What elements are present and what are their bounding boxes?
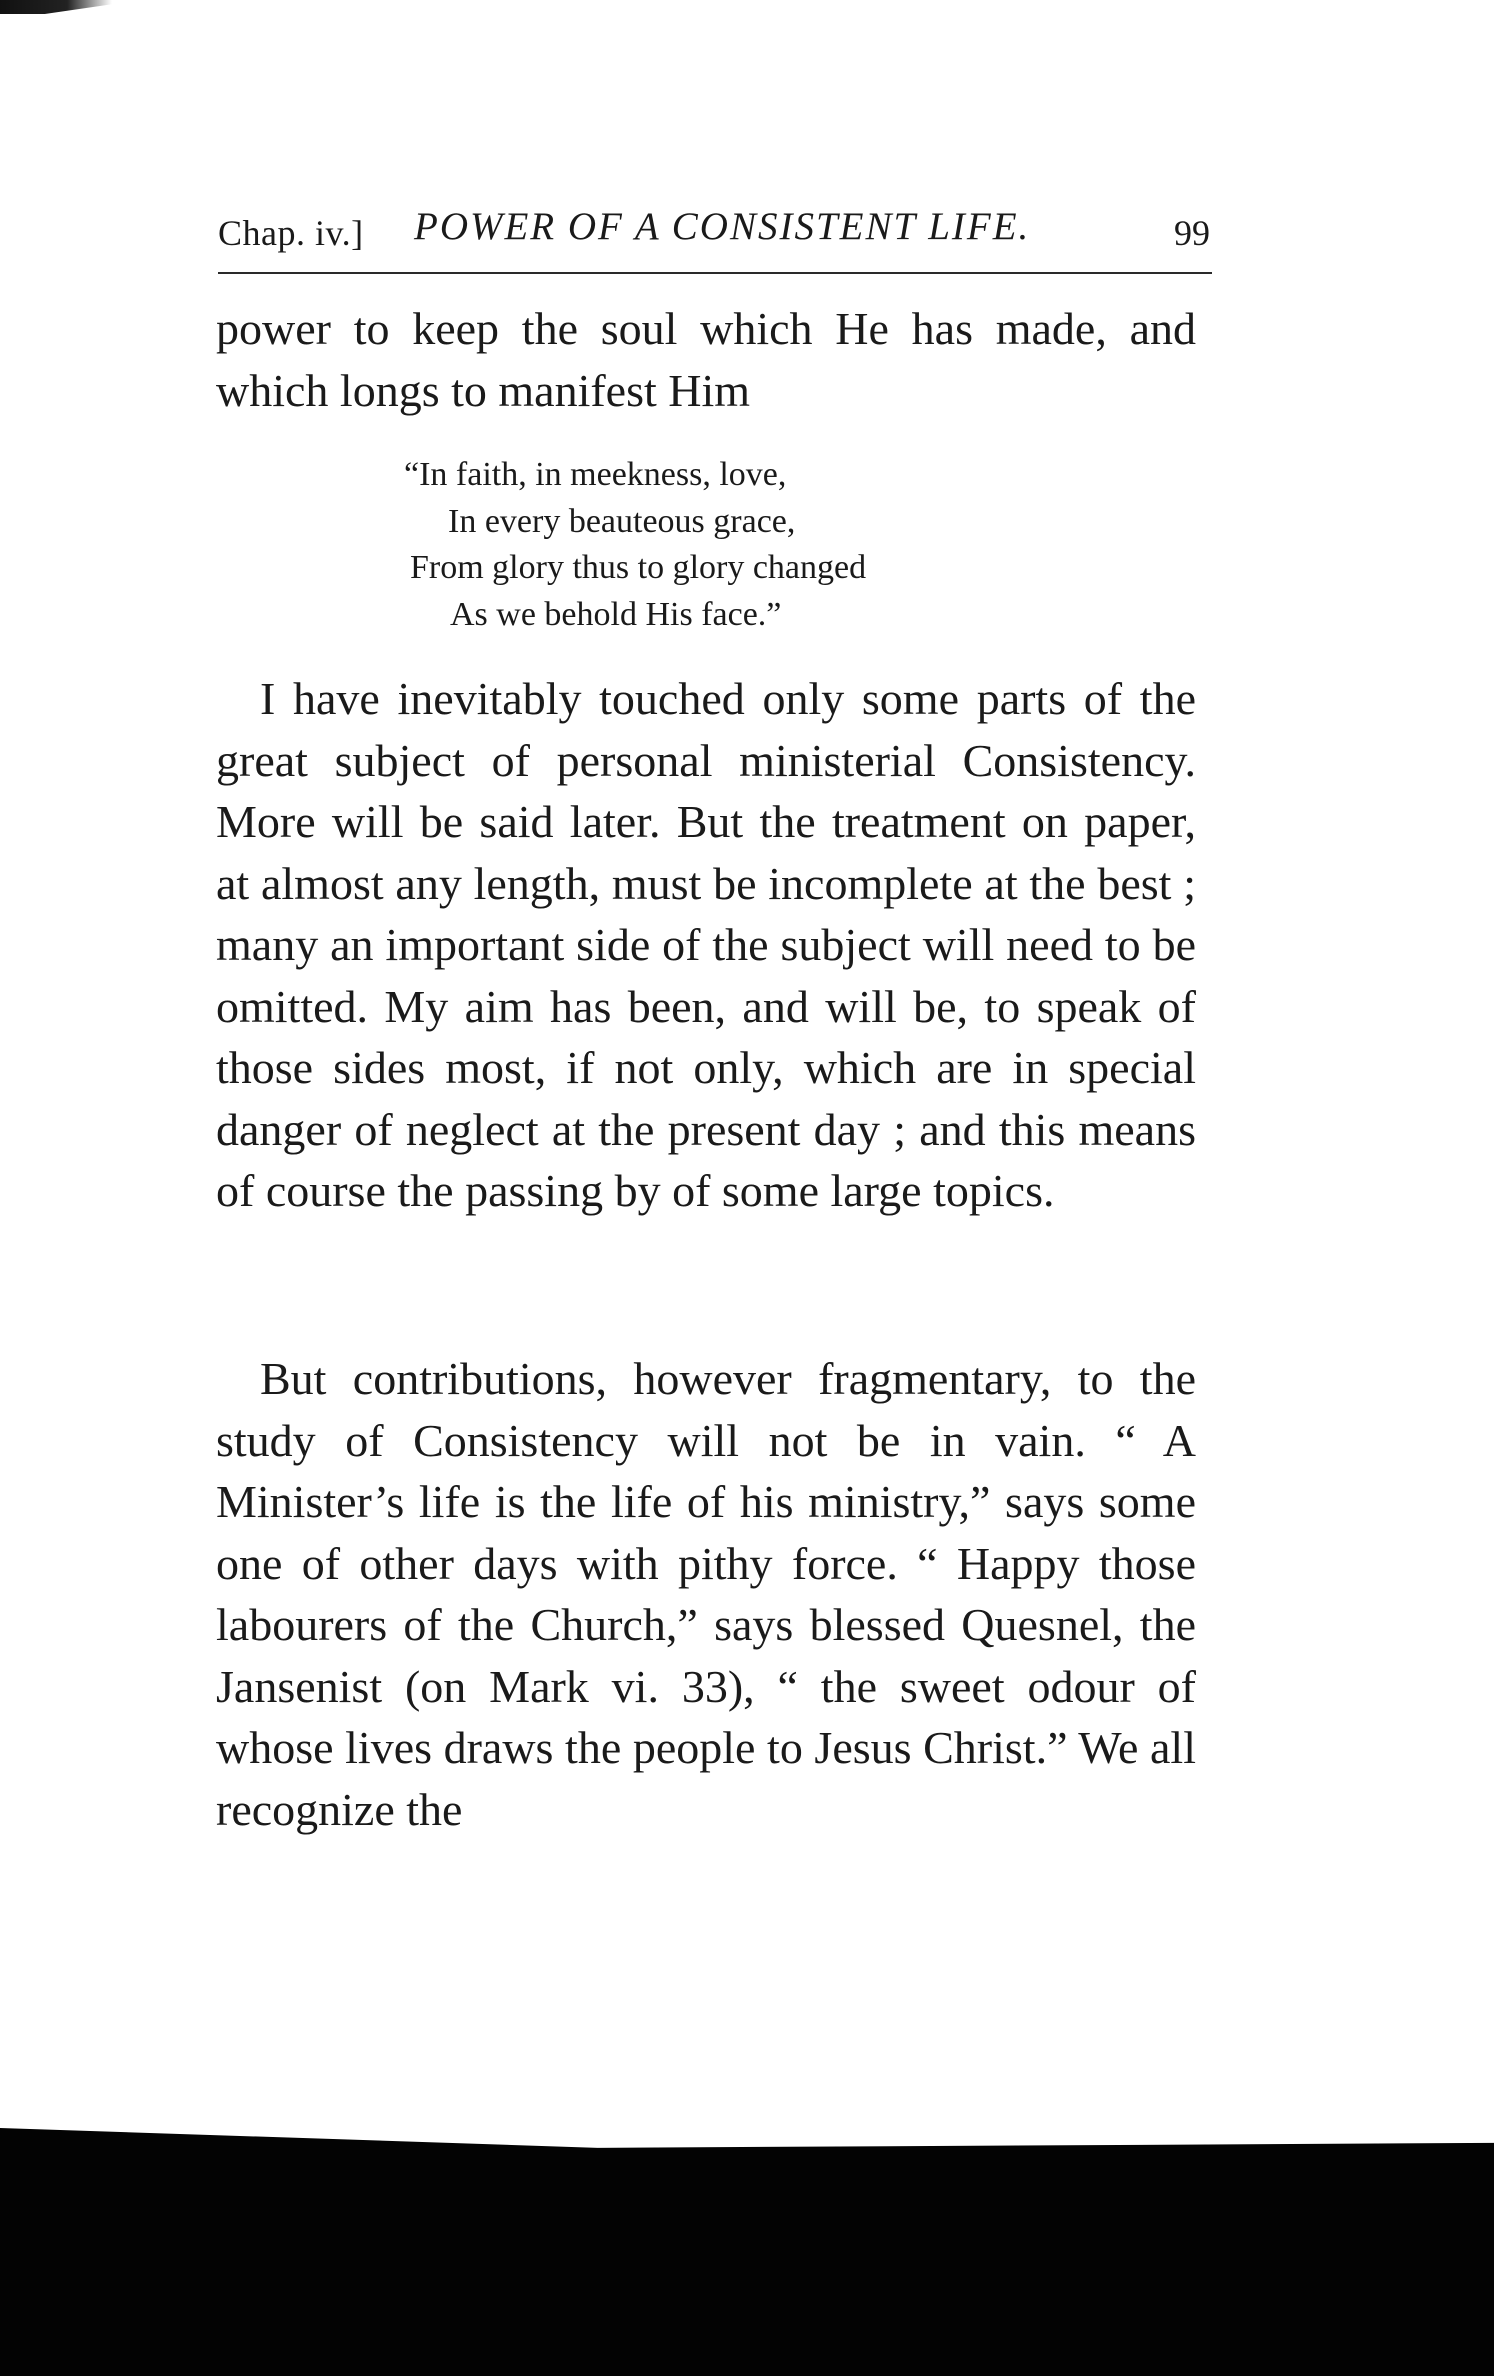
paragraph-contributions: But contributions, however fragmentary, to the study of Consistency will not be in vain. “ A Minister’s life is the life of his ministry,” says some one of other days with pithy force. “ Happy those labourers of the Church,” says blessed Quesnel, the Jansenist (on Mark vi. 33), “ the sweet odour of whose lives draws the people to Jesus Christ.” We all recognize the <box>216 1353 1196 1835</box>
page-number: 99 <box>1174 213 1210 253</box>
chapter-label: Chap. iv.] <box>218 213 364 253</box>
verse-line: “In faith, in meekness, love, <box>404 456 787 493</box>
scan-edge-mark <box>0 0 112 14</box>
verse-line: As we behold His face.” <box>450 595 782 633</box>
running-head <box>218 204 1210 256</box>
header-rule <box>218 272 1212 274</box>
paragraph-opening: power to keep the soul which He has made, and which longs to manifest Him <box>216 303 1196 416</box>
verse-line: In every beauteous grace, <box>448 502 796 540</box>
verse-line: From glory thus to glory changed <box>410 549 867 586</box>
running-title: POWER OF A CONSISTENT LIFE. <box>414 205 1031 248</box>
verse-quotation <box>404 452 866 638</box>
scan-bottom-shadow <box>0 2128 1494 2376</box>
paragraph-consistency: I have inevitably touched only some parts of the great subject of personal ministerial Consistency. More will be said later. But the treatment on paper, at almost any length, must be incomplete at the best ; many an important side of the subject will need to be omitted. My aim has been, and will be, to speak of those sides most, if not only, which are in special danger of neglect at the present day ; and this means of course the passing by of some large topics. <box>216 673 1196 1216</box>
